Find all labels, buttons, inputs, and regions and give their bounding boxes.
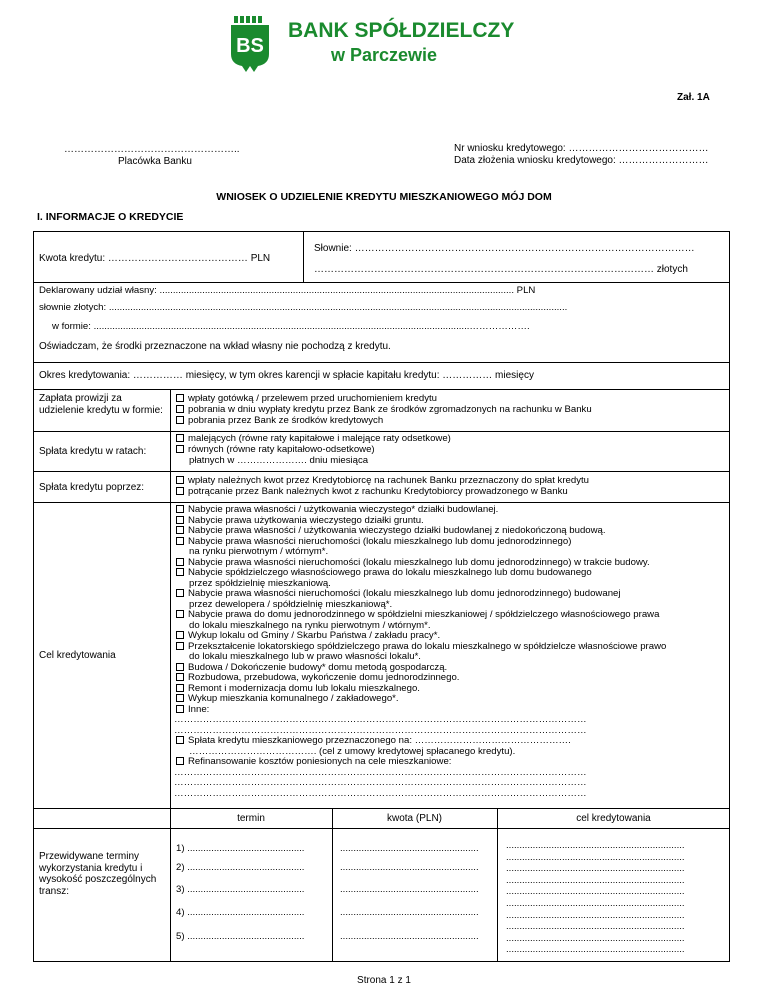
checkbox[interactable]	[176, 589, 184, 597]
purpose-option[interactable]: Nabycie prawa użytkowania wieczystego działki gruntu.	[176, 516, 424, 526]
checkbox[interactable]	[176, 416, 184, 424]
purpose-option[interactable]: Remont i modernizacja domu lub lokalu mieszkalnego.	[176, 684, 420, 694]
column-amount: kwota (PLN)	[386, 813, 442, 824]
tranche-amount-field[interactable]: ....................................................	[340, 931, 479, 942]
logo-text: BS	[236, 35, 264, 57]
checkbox[interactable]	[176, 684, 184, 692]
commission-option-2[interactable]: pobrania w dniu wypłaty kredytu przez Bank ze środków zgromadzonych na rachunku w Banku	[176, 405, 592, 415]
purpose-text-line: …………………………………. (cel z umowy kredytowej spłacanego kredytu).	[189, 745, 516, 757]
tranche-term-field[interactable]: 5) ............................................	[176, 931, 305, 942]
checkbox[interactable]	[176, 526, 184, 534]
purpose-label: Cel kredytowania	[39, 650, 116, 661]
checkbox[interactable]	[176, 405, 184, 413]
purpose-text-line[interactable]: …………………………………………………………………………………………………………………	[174, 724, 587, 736]
checkbox[interactable]	[176, 736, 184, 744]
purpose-option[interactable]: Wykup mieszkania komunalnego / zakładowego*.	[176, 694, 399, 704]
tranche-term-field[interactable]: 2) ............................................	[176, 862, 305, 873]
tranche-term-field[interactable]: 4) ............................................	[176, 907, 305, 918]
purpose-option[interactable]: Nabycie prawa własności nieruchomości (lokalu mieszkalnego lub domu jednorodzinnego) budowanej	[176, 589, 621, 599]
bank-logo	[228, 14, 272, 72]
purpose-option[interactable]: Inne:	[176, 705, 209, 715]
own-contribution-statement: Oświadczam, że środki przeznaczone na wkład własny nie pochodzą z kredytu.	[39, 341, 391, 352]
purpose-option[interactable]: Nabycie prawa własności / użytkowania wieczystego działki budowlanej z niedokończoną budową.	[176, 526, 606, 536]
installments-label: Spłata kredytu w ratach:	[39, 446, 147, 457]
purpose-option[interactable]: Nabycie prawa własności nieruchomości (lokalu mieszkalnego lub domu jednorodzinnego) w trakcie budowy.	[176, 558, 650, 568]
column-purpose: cel kredytowania	[576, 813, 651, 824]
purpose-text-line[interactable]: …………………………………………………………………………………………………………………	[174, 787, 587, 799]
tranche-purpose-field[interactable]: ...................................................................	[506, 944, 685, 956]
purpose-option[interactable]: Nabycie spółdzielczego własnościowego prawa do lokalu mieszkalnego lub domu budowanego	[176, 568, 592, 578]
checkbox[interactable]	[176, 642, 184, 650]
tranche-purpose-field[interactable]: ...................................................................	[506, 898, 685, 909]
own-contribution-field[interactable]: Deklarowany udział własny: ..................................................................................................................................... PLN	[39, 285, 536, 296]
purpose-text-line: do lokalu mieszkalnego lub w prawo własności lokalu*.	[189, 651, 421, 662]
commission-option-3[interactable]: pobrania przez Bank ze środków kredytowych	[176, 416, 383, 426]
repayment-label: Spłata kredytu poprzez:	[39, 482, 145, 493]
checkbox[interactable]	[176, 694, 184, 702]
application-number-field[interactable]: Nr wniosku kredytowego: ……………………………………	[454, 143, 709, 154]
tranche-purpose-field[interactable]: ...................................................................	[506, 840, 685, 851]
loan-amount-field[interactable]: Kwota kredytu: …………………………………… PLN	[39, 253, 271, 264]
form-title: WNIOSEK O UDZIELENIE KREDYTU MIESZKANIOWEGO MÓJ DOM	[216, 191, 552, 203]
amount-in-words-continued[interactable]: ………………………………………………………………………………………… złotych	[314, 264, 688, 275]
purpose-text-line[interactable]: …………………………………………………………………………………………………………………	[174, 777, 587, 788]
checkbox[interactable]	[176, 663, 184, 671]
own-contribution-words-field[interactable]: słownie złotych: ............................................................................................................................................................................	[39, 302, 568, 313]
tranche-purpose-field[interactable]: ...................................................................	[506, 863, 685, 875]
tranche-term-field[interactable]: 1) ............................................	[176, 843, 305, 854]
purpose-option[interactable]: Rozbudowa, przebudowa, wykończenie domu jednorodzinnego.	[176, 673, 459, 683]
purpose-text-line: na rynku pierwotnym / wtórnym*.	[189, 546, 329, 557]
purpose-text-line: przez dewelopera / spółdzielnię mieszkaniową*.	[189, 598, 393, 610]
commission-option-1[interactable]: wpłaty gotówką / przelewem przed uruchomieniem kredytu	[176, 394, 437, 404]
tranche-amount-field[interactable]: ....................................................	[340, 862, 479, 873]
attachment-label: Zał. 1A	[677, 92, 710, 103]
purpose-option[interactable]: Budowa / Dokończenie budowy* domu metodą gospodarczą.	[176, 663, 447, 673]
checkbox[interactable]	[176, 537, 184, 545]
application-date-field[interactable]: Data złożenia wniosku kredytowego: ………………………	[454, 155, 709, 166]
checkbox[interactable]	[176, 673, 184, 681]
checkbox[interactable]	[176, 631, 184, 639]
own-contribution-form-field[interactable]: w formie: .............................................................................................................................................……………….	[52, 321, 530, 332]
purpose-option[interactable]: Nabycie prawa do domu jednorodzinnego w spółdzielni mieszkaniowej / spółdzielczego własnościowego prawa	[176, 610, 659, 620]
column-term: termin	[237, 813, 265, 824]
checkbox[interactable]	[176, 568, 184, 576]
checkbox[interactable]	[176, 445, 184, 453]
checkbox[interactable]	[176, 705, 184, 713]
bank-location: w Parczewie	[331, 45, 438, 65]
purpose-option[interactable]: Nabycie prawa własności / użytkowania wieczystego* działki budowlanej.	[176, 505, 498, 515]
checkbox[interactable]	[176, 505, 184, 513]
repayment-option-2[interactable]: potrącanie przez Bank należnych kwot z rachunku Kredytobiorcy prowadzonego w Banku	[176, 487, 568, 497]
purpose-text-line[interactable]: …………………………………………………………………………………………………………………	[174, 766, 587, 778]
purpose-option[interactable]: Wykup lokalu od Gminy / Skarbu Państwa / zakładu pracy*.	[176, 631, 440, 641]
tranche-purpose-field[interactable]: ...................................................................	[506, 874, 685, 886]
page-number: Strona 1 z 1	[357, 975, 411, 986]
purpose-option[interactable]: Refinansowanie kosztów poniesionych na cele mieszkaniowe:	[176, 757, 451, 767]
tranche-purpose-field[interactable]: ...................................................................	[506, 909, 685, 921]
checkbox[interactable]	[176, 610, 184, 618]
amount-in-words-field[interactable]: Słownie: …………………………………………………………………………………………	[314, 243, 695, 254]
tranche-purpose-field[interactable]: ...................................................................	[506, 851, 685, 863]
repayment-option-1[interactable]: wpłaty należnych kwot przez Kredytobiorcę na rachunek Banku przeznaczony do spłat kredytu	[176, 476, 589, 486]
tranche-amount-field[interactable]: ....................................................	[340, 884, 479, 895]
tranches-label: Przewidywane terminy wykorzystania kredytu i wysokość poszczególnych transz:	[39, 851, 157, 897]
checkbox[interactable]	[176, 434, 184, 442]
bank-name: BANK SPÓŁDZIELCZY	[288, 19, 515, 42]
tranche-amount-field[interactable]: ....................................................	[340, 843, 479, 854]
tranche-term-field[interactable]: 3) ............................................	[176, 884, 305, 895]
loan-period-field[interactable]: Okres kredytowania: …………… miesięcy, w tym okres karencji w spłacie kapitału kredytu: …………… miesięcy	[39, 370, 534, 381]
checkbox[interactable]	[176, 757, 184, 765]
tranche-purpose-field[interactable]: ...................................................................	[506, 932, 685, 944]
tranche-purpose-field[interactable]: ...................................................................	[506, 921, 685, 933]
checkbox[interactable]	[176, 394, 184, 402]
purpose-text-line: przez spółdzielnię mieszkaniową.	[189, 577, 331, 589]
tranche-purpose-field[interactable]: ...................................................................	[506, 886, 685, 898]
section-heading: I. INFORMACJE O KREDYCIE	[37, 211, 184, 223]
purpose-text-line[interactable]: …………………………………………………………………………………………………………………	[174, 714, 587, 725]
purpose-option[interactable]: Przekształcenie lokatorskiego spółdzielczego prawa do lokalu mieszkalnego w spółdzielcze własnościowe prawo	[176, 642, 666, 652]
checkbox[interactable]	[176, 516, 184, 524]
checkbox[interactable]	[176, 558, 184, 566]
purpose-option[interactable]: Spłata kredytu mieszkaniowego przeznaczonego na: ………………………………………….	[176, 736, 571, 746]
installments-decreasing[interactable]: malejących (równe raty kapitałowe i malejące raty odsetkowe)	[176, 434, 451, 444]
checkbox[interactable]	[176, 476, 184, 484]
installments-equal[interactable]: równych (równe raty kapitałowo-odsetkowe)	[176, 445, 375, 455]
purpose-text-line: do lokalu mieszkalnego na rynku pierwotnym / wtórnym*.	[189, 619, 431, 631]
purpose-option[interactable]: Nabycie prawa własności nieruchomości (lokalu mieszkalnego lub domu jednorodzinnego)	[176, 537, 571, 547]
tranche-amount-field[interactable]: ....................................................	[340, 907, 479, 918]
branch-label: Placówka Banku	[118, 156, 192, 167]
branch-field[interactable]: ……………………………………………..	[64, 144, 240, 155]
commission-label: Zapłata prowizji za udzielenie kredytu w formie:	[39, 393, 163, 416]
checkbox[interactable]	[176, 487, 184, 495]
installments-payment-day[interactable]: płatnych w …………………. dniu miesiąca	[189, 455, 369, 466]
